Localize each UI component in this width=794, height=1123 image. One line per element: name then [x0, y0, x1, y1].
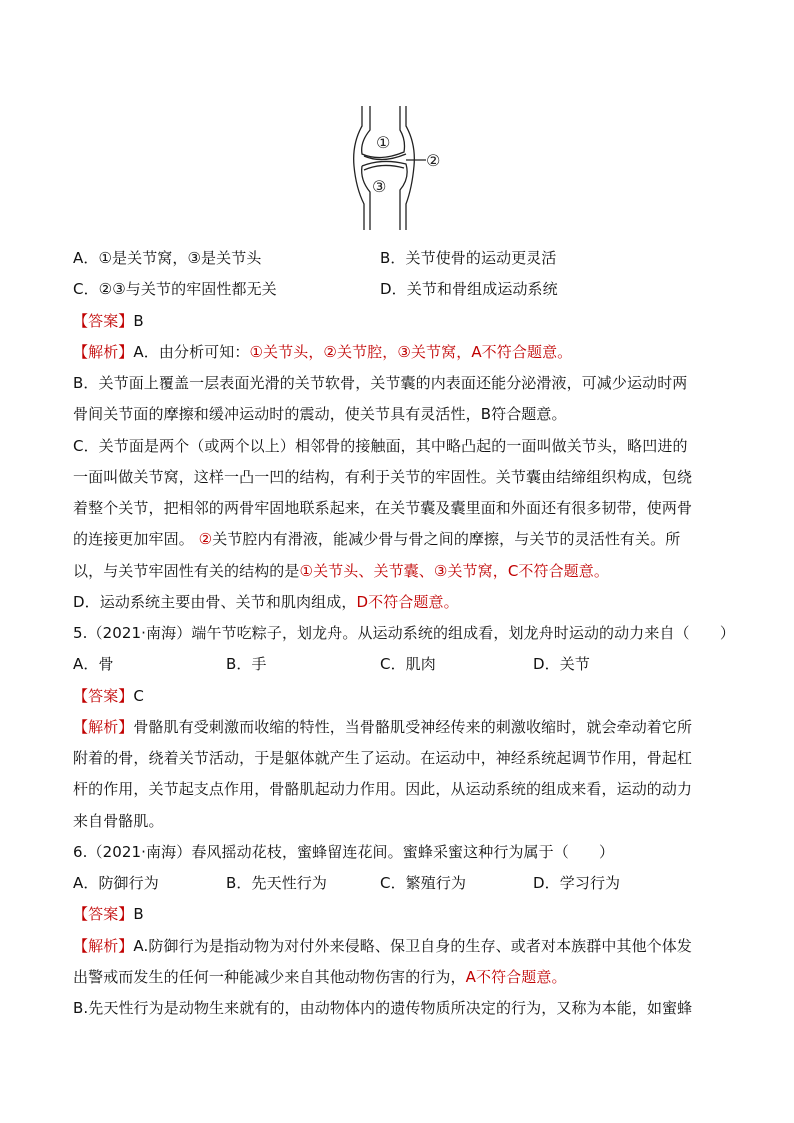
text: 的连接更加牢固。: [73, 530, 199, 548]
text: B符合题意。: [480, 405, 567, 423]
q6-analysis-3: B.先天性行为是动物生来就有的，由动物体内的遗传物质所决定的行为，又称为本能，如蜜蜂: [73, 999, 693, 1017]
label-3: ③: [372, 177, 387, 196]
q6-analysis-1: [73, 930, 692, 962]
answer-value: B: [133, 312, 144, 330]
q6-option-b: B．先天性行为: [226, 874, 327, 892]
label-2: ②: [426, 151, 441, 170]
analysis-tag: 【解析】: [73, 937, 134, 955]
q4-analysis-c3: 着整个关节，把相邻的两骨牢固地联系起来，在关节囊及囊里面和外面还有很多韧带，使两骨: [73, 499, 693, 517]
q4-option-d: D．关节和骨组成运动系统: [380, 280, 558, 298]
text: 关节腔内有滑液，能减少骨与骨之间的摩擦，与关节的灵活性有关。所: [212, 530, 681, 548]
highlight: A不符合题意。: [471, 343, 573, 361]
q6-analysis-2: [73, 961, 567, 993]
q5-analysis-4: 来自骨骼肌。: [73, 812, 164, 830]
q5-option-a: A．骨: [73, 655, 114, 673]
q6-options: [73, 867, 723, 899]
q4-analysis-c1: C．关节面是两个（或两个以上）相邻骨的接触面，其中略凸起的一面叫做关节头，略凹进的: [73, 437, 688, 455]
q6-option-d: D．学习行为: [533, 874, 621, 892]
q4-option-a: A．①是关节窝，③是关节头: [73, 249, 262, 267]
text: 出警戒而发生的任何一种能减少来自其他动物伤害的行为，: [73, 968, 466, 986]
q4-analysis-b2: [73, 398, 567, 430]
q4-analysis-c4: [73, 523, 680, 555]
text: D．运动系统主要由骨、关节和肌肉组成，: [73, 593, 357, 611]
joint-diagram: [340, 104, 446, 232]
highlight: ②: [198, 530, 213, 548]
q4-answer: [73, 305, 144, 337]
q4-option-b: B．关节使骨的运动更灵活: [380, 249, 557, 267]
highlight: A不符合题意。: [465, 968, 567, 986]
answer-tag: 【答案】: [73, 905, 134, 923]
answer-value: B: [133, 905, 144, 923]
q5-answer: [73, 680, 144, 712]
q4-options-row1: [73, 242, 723, 274]
q6-option-c: C．繁殖行为: [380, 874, 467, 892]
text: A．由分析可知：: [133, 343, 250, 361]
text: A.防御行为是指动物为对付外来侵略、保卫自身的生存、或者对本族群中其他个体发: [133, 937, 692, 955]
q4-analysis-b1: B．关节面上覆盖一层表面光滑的关节软骨，关节囊的内表面还能分泌滑液，可减少运动时两: [73, 374, 688, 392]
answer-value: C: [133, 687, 144, 705]
label-1: ①: [376, 133, 391, 152]
q4-analysis-c2: 一面叫做关节窝，这样一凸一凹的结构，有利于关节的牢固性。关节囊由结缔组织构成，包绕: [73, 468, 693, 486]
answer-tag: 【答案】: [73, 687, 134, 705]
q5-analysis-3: 杆的作用，关节起支点作用，骨骼肌起动力作用。因此，从运动系统的组成来看，运动的动力: [73, 780, 693, 798]
q5-option-c: C．肌肉: [380, 655, 436, 673]
highlight: D不符合题意。: [356, 593, 459, 611]
text: 以，与关节牢固性有关的结构的是: [73, 562, 300, 580]
q5-stem: 5.（2021·南海）端午节吃粽子，划龙舟。从运动系统的组成看，划龙舟时运动的动力来自（ ）: [73, 624, 735, 642]
q5-analysis-1: [73, 711, 692, 743]
highlight: C不符合题意。: [507, 562, 609, 580]
q4-options-row2: [73, 273, 723, 305]
q4-analysis-c5: [73, 555, 609, 587]
q6-stem: 6.（2021·南海）春风摇动花枝，蜜蜂留连花间。蜜蜂采蜜这种行为属于（ ）: [73, 843, 615, 861]
q4-analysis-a: [73, 336, 572, 368]
answer-tag: 【答案】: [73, 312, 134, 330]
q5-options: [73, 648, 723, 680]
text: 骨间关节面的摩擦和缓冲运动时的震动，使关节具有灵活性，: [73, 405, 481, 423]
q4-option-c: C．②③与关节的牢固性都无关: [73, 280, 277, 298]
text: 骨骼肌有受刺激而收缩的特性，当骨骼肌受神经传来的刺激收缩时，就会牵动着它所: [133, 718, 693, 736]
q5-analysis-2: 附着的骨，绕着关节活动，于是躯体就产生了运动。在运动中，神经系统起调节作用，骨起杠: [73, 749, 693, 767]
highlight: ①关节头、关节囊、③关节窝，: [299, 562, 508, 580]
highlight: ①关节头，②关节腔，③关节窝，: [249, 343, 472, 361]
q5-option-b: B．手: [226, 655, 267, 673]
q6-answer: [73, 898, 144, 930]
analysis-tag: 【解析】: [73, 343, 134, 361]
q4-analysis-d: [73, 586, 459, 618]
q6-option-a: A．防御行为: [73, 874, 159, 892]
q5-option-d: D．关节: [533, 655, 590, 673]
analysis-tag: 【解析】: [73, 718, 134, 736]
